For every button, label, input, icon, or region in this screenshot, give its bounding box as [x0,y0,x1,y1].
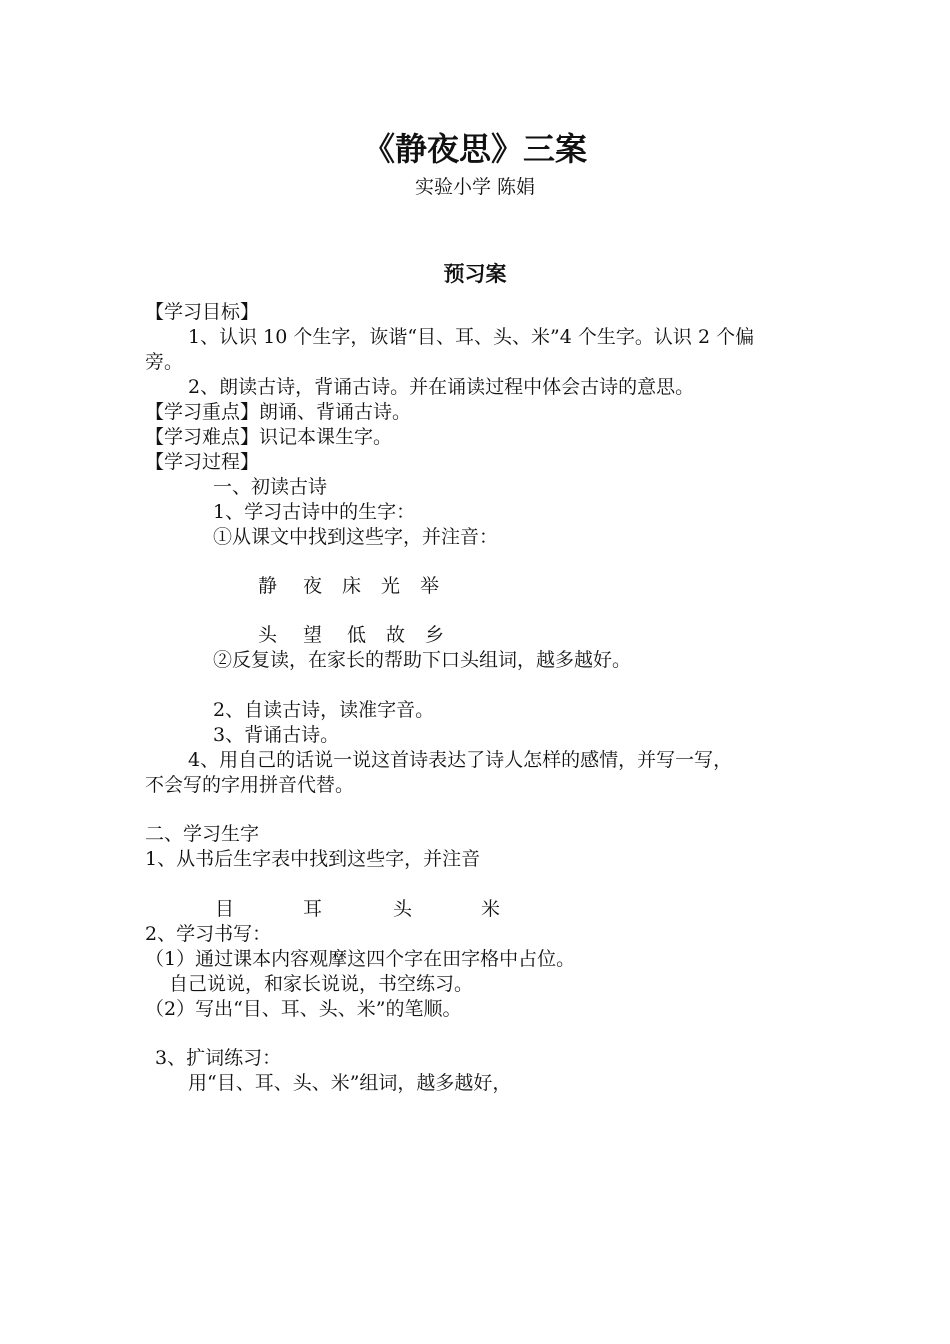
char-item: 耳 [303,898,323,920]
char-item: 举 [420,575,440,597]
char-item: 乡 [425,624,445,646]
char-item: 头 [258,624,278,646]
document-title: 《静夜思》三案 [362,130,587,168]
goal-1-line-1: 1、认识 10 个生字，诙谐“目、耳、头、米”4 个生字。认识 2 个偏 [188,326,755,348]
difficult-points: 【学习难点】识记本课生字。 [145,426,393,448]
char-item: 望 [303,624,323,646]
step-2-heading: 二、学习生字 [145,823,260,845]
step-2-3: 3、扩词练习： [155,1047,282,1069]
step-2-2-1: （1）通过课本内容观摩这四个字在田字格中占位。 [145,948,576,970]
char-item: 光 [381,575,401,597]
step-1-1-b: ②反复读，在家长的帮助下口头组词，越多越好。 [213,649,632,671]
key-points: 【学习重点】朗诵、背诵古诗。 [145,401,412,423]
step-1-heading: 一、初读古诗 [213,476,328,498]
char-item: 床 [342,575,362,597]
step-2-1: 1、从书后生字表中找到这些字，并注音 [145,848,481,870]
step-1-1: 1、学习古诗中的生字： [213,501,416,523]
char-item: 夜 [303,575,323,597]
char-item: 目 [215,898,235,920]
step-1-4-line-2: 不会写的字用拼音代替。 [145,774,355,796]
section-title: 预习案 [443,261,507,286]
step-2-2: 2、学习书写： [145,923,272,945]
step-2-2-2: （2）写出“目、耳、头、米”的笔顺。 [145,998,462,1020]
step-1-4-line-1: 4、用自己的话说一说这首诗表达了诗人怎样的感情，并写一写， [188,749,733,771]
goal-1-line-2: 旁。 [145,351,184,373]
step-2-2-1-note: 自己说说，和家长说说，书空练习。 [169,973,474,995]
step-1-3: 3、背诵古诗。 [213,724,340,746]
char-item: 故 [386,624,406,646]
char-item: 头 [393,898,413,920]
step-1-2: 2、自读古诗，读准字音。 [213,699,435,721]
char-item: 低 [347,624,367,646]
author-line: 实验小学 陈娟 [414,176,536,198]
goal-2: 2、朗读古诗，背诵古诗。并在诵读过程中体会古诗的意思。 [188,376,695,398]
heading-learning-process: 【学习过程】 [145,451,260,473]
step-2-3-task: 用“目、耳、头、米”组词，越多越好， [188,1072,512,1094]
heading-learning-goals: 【学习目标】 [145,301,260,323]
char-item: 米 [481,898,501,920]
step-1-1-a: ①从课文中找到这些字，并注音： [213,526,499,548]
char-item: 静 [258,575,278,597]
